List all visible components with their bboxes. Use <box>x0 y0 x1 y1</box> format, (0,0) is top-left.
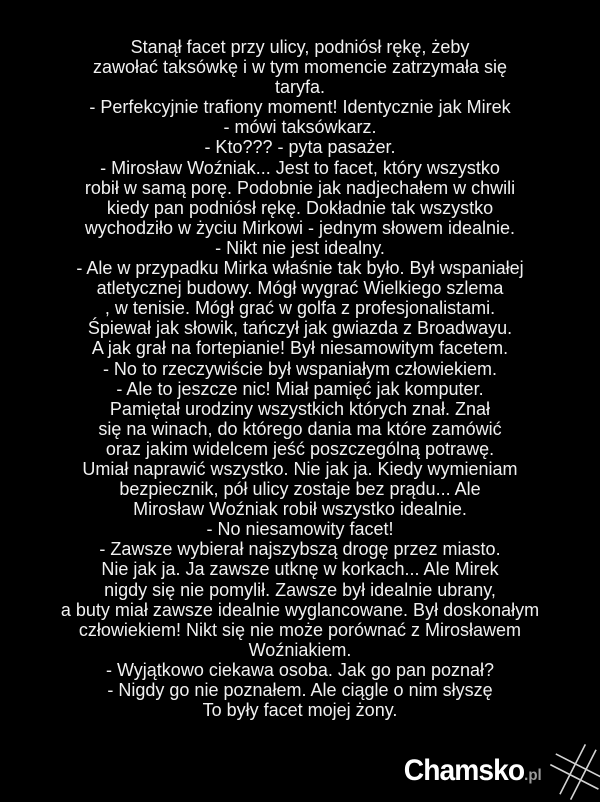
text-line: - Nikt nie jest idealny. <box>215 237 385 258</box>
text-line: wychodziło w życiu Mirkowi - jednym słowem idealnie. <box>84 217 516 238</box>
text-line: - mówi taksówkarz. <box>223 117 377 138</box>
text-line: taryfa. <box>274 77 326 98</box>
footer <box>0 720 600 800</box>
tilted-hash-icon <box>554 742 600 802</box>
text-line: robił w samą porę. Podobnie jak nadjechałem w chwili <box>84 177 516 198</box>
text-line: Nie jak ja. Ja zawsze utknę w korkach... Ale Mirek <box>101 559 499 580</box>
text-line: bezpiecznik, pół ulicy zostaje bez prądu... Ale <box>119 479 481 500</box>
text-line: a buty miał zawsze idealnie wyglancowane. Był doskonałym <box>60 599 540 620</box>
text-line: A jak grał na fortepianie! Był niesamowitym facetem. <box>91 338 509 359</box>
text-line: , w tenisie. Mógł grać w golfa z profesjonalistami. <box>104 298 496 319</box>
chamsko-logo-text: Chamsko <box>404 754 525 787</box>
chamsko-logo <box>404 754 542 788</box>
chamsko-logo-suffix: .pl <box>524 767 542 784</box>
text-line: oraz jakim widelcem jeść poszczególną potrawę. <box>105 438 495 459</box>
text-line: - Zawsze wybierał najszybszą drogę przez miasto. <box>99 539 501 560</box>
text-line: - Nigdy go nie poznałem. Ale ciągle o nim słyszę <box>107 680 493 700</box>
text-line: zawołać taksówkę i w tym momencie zatrzymała się <box>92 57 508 78</box>
text-line: Mirosław Woźniak robił wszystko idealnie. <box>133 499 467 520</box>
text-line: Umiał naprawić wszystko. Nie jak ja. Kiedy wymieniam <box>82 458 518 479</box>
joke-text <box>0 37 600 720</box>
text-line: Śpiewał jak słowik, tańczył jak gwiazda z Broadwayu. <box>87 318 513 339</box>
text-line: Stanął facet przy ulicy, podniósł rękę, żeby <box>130 37 470 57</box>
text-line: atletycznej budowy. Mógł wygrać Wielkiego szlema <box>96 278 504 299</box>
text-line: - Perfekcyjnie trafiony moment! Identycznie jak Mirek <box>89 97 511 118</box>
text-line: Woźniakiem. <box>248 639 352 660</box>
text-line: człowiekiem! Nikt się nie może porównać z Mirosławem <box>78 619 522 640</box>
text-line: - Ale to jeszcze nic! Miał pamięć jak komputer. <box>116 378 484 399</box>
text-line: nigdy się nie pomylił. Zawsze był idealnie ubrany, <box>104 579 496 600</box>
text-line: kiedy pan podniósł rękę. Dokładnie tak wszystko <box>106 197 494 218</box>
text-line: Pamiętał urodziny wszystkich których znał. Znał <box>109 398 491 419</box>
text-line: - No to rzeczywiście był wspaniałym człowiekiem. <box>102 358 498 379</box>
text-line: To były facet mojej żony. <box>202 700 398 721</box>
text-line: - Wyjątkowo ciekawa osoba. Jak go pan poznał? <box>105 659 495 680</box>
text-line: - Mirosław Woźniak... Jest to facet, który wszystko <box>100 157 500 178</box>
text-line: - Kto??? - pyta pasażer. <box>204 137 396 158</box>
text-line: się na winach, do którego dania ma które zamówić <box>98 418 502 439</box>
text-line: - No niesamowity facet! <box>206 519 394 540</box>
text-line: - Ale w przypadku Mirka właśnie tak było. Był wspaniałej <box>76 258 524 279</box>
